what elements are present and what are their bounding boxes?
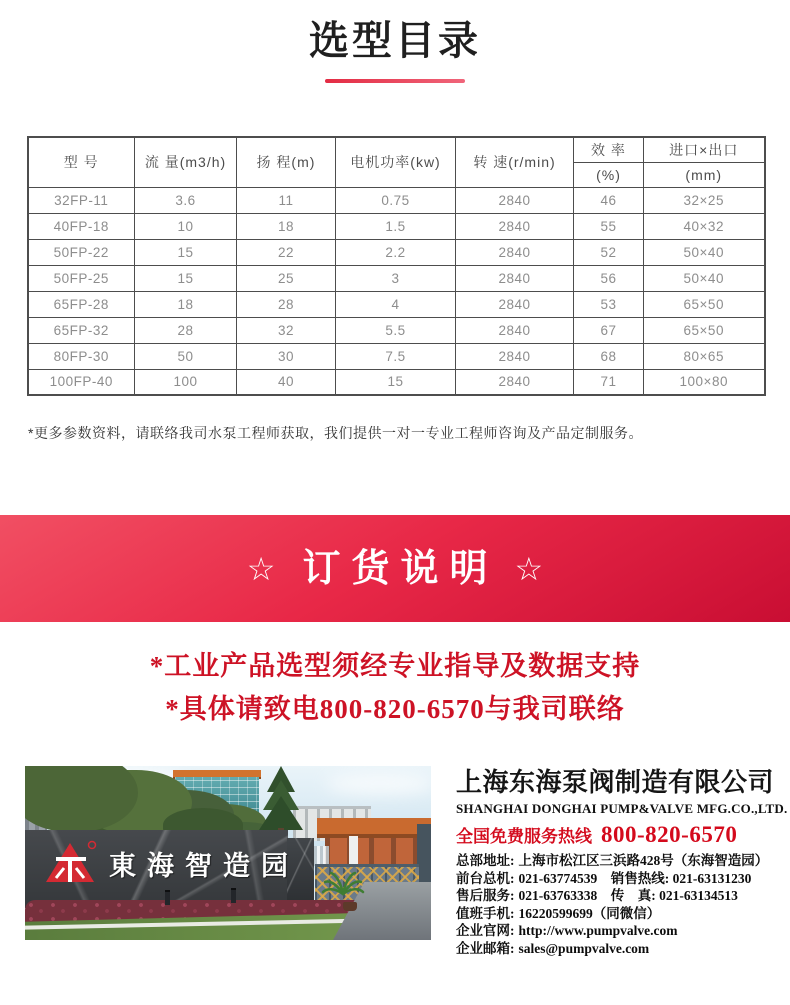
footer-info-line: 总部地址: 上海市松江区三浜路428号（东海智造园） — [456, 853, 769, 868]
table-cell: 2.2 — [336, 239, 456, 265]
table-cell: 2840 — [456, 213, 574, 239]
footer-info-lines — [456, 852, 768, 957]
table-cell: 100 — [135, 369, 237, 395]
table-cell: 3.6 — [135, 187, 237, 213]
col-header-ports-unit: (mm) — [644, 162, 765, 187]
footer — [0, 766, 790, 957]
table-cell: 4 — [336, 291, 456, 317]
company-name-en: SHANGHAI DONGHAI PUMP&VALVE MFG.CO.,LTD. — [456, 801, 788, 816]
table-cell: 100×80 — [644, 369, 765, 395]
table-cell: 0.75 — [336, 187, 456, 213]
garden-lamp — [231, 888, 236, 903]
company-name-cn: 上海东海泵阀制造有限公司 — [456, 767, 775, 797]
company-info — [456, 766, 788, 957]
table-row — [28, 187, 765, 213]
garden-lamp — [165, 890, 170, 905]
table-cell: 32FP-11 — [28, 187, 135, 213]
sign-text: 東海智造园 — [109, 851, 299, 881]
table-cell: 50×40 — [644, 239, 765, 265]
order-banner-title: 订货说明 — [302, 547, 499, 590]
table-cell: 28 — [237, 291, 336, 317]
table-cell: 2840 — [456, 239, 574, 265]
table-row — [28, 213, 765, 239]
table-cell: 22 — [237, 239, 336, 265]
table-cell: 52 — [574, 239, 644, 265]
page-title: 选型目录 — [309, 19, 481, 63]
col-header-head: 扬 程(m) — [237, 137, 336, 187]
orange-roof-building — [317, 818, 431, 838]
table-cell: 53 — [574, 291, 644, 317]
footer-info-line: 售后服务: 021-63763338 传 真: 021-63134513 — [456, 888, 738, 903]
table-cell: 2840 — [456, 317, 574, 343]
footer-info-line: 值班手机: 16220599699（同微信） — [456, 905, 661, 921]
factory-photo — [25, 766, 431, 940]
table-cell: 32×25 — [644, 187, 765, 213]
service-hotline — [456, 822, 768, 848]
notice-line-guidance: *工业产品选型须经专业指导及数据支持 — [149, 651, 641, 681]
table-row — [28, 239, 765, 265]
col-header-speed: 转 速(r/min) — [456, 137, 574, 187]
col-header-flow: 流 量(m3/h) — [135, 137, 237, 187]
plant-pot — [343, 902, 357, 911]
table-cell: 10 — [135, 213, 237, 239]
col-header-model: 型 号 — [28, 137, 135, 187]
footer-info-line: 企业官网: http://www.pumpvalve.com — [456, 923, 678, 938]
table-cell: 15 — [135, 239, 237, 265]
white-column — [349, 836, 358, 866]
table-cell: 40×32 — [644, 213, 765, 239]
title-underline — [325, 79, 465, 83]
table-cell: 25 — [237, 265, 336, 291]
hotline-label: 全国免费服务热线 — [456, 827, 592, 846]
table-cell: 5.5 — [336, 317, 456, 343]
col-header-ports: 进口×出口 — [644, 137, 765, 162]
table-cell: 65FP-28 — [28, 291, 135, 317]
spec-table-body — [28, 187, 765, 395]
table-cell: 67 — [574, 317, 644, 343]
table-cell: 50FP-25 — [28, 265, 135, 291]
table-cell: 65×50 — [644, 317, 765, 343]
cloud — [325, 774, 431, 794]
spec-table — [27, 136, 766, 396]
table-note: *更多参数资料，请联络我司水泵工程师获取，我们提供一对一专业工程师咨询及产品定制服务。 — [28, 425, 643, 441]
notice-line-phone: *具体请致电800-820-6570与我司联络 — [165, 694, 625, 724]
table-cell: 28 — [135, 317, 237, 343]
table-cell: 50×40 — [644, 265, 765, 291]
table-cell: 18 — [135, 291, 237, 317]
trees — [25, 766, 138, 832]
table-cell: 50 — [135, 343, 237, 369]
order-banner — [0, 515, 790, 622]
table-cell: 7.5 — [336, 343, 456, 369]
spec-table-section — [27, 136, 764, 396]
table-cell: 80×65 — [644, 343, 765, 369]
table-cell: 32 — [237, 317, 336, 343]
table-cell: 71 — [574, 369, 644, 395]
table-row — [28, 265, 765, 291]
col-header-efficiency-unit: (%) — [574, 162, 644, 187]
table-cell: 3 — [336, 265, 456, 291]
table-cell: 2840 — [456, 265, 574, 291]
table-cell: 2840 — [456, 187, 574, 213]
table-cell: 30 — [237, 343, 336, 369]
footer-info-line: 前台总机: 021-63774539 销售热线: 021-63131230 — [456, 870, 752, 886]
table-cell: 80FP-30 — [28, 343, 135, 369]
col-header-power: 电机功率(kw) — [336, 137, 456, 187]
table-cell: 56 — [574, 265, 644, 291]
table-cell: 11 — [237, 187, 336, 213]
table-cell: 15 — [336, 369, 456, 395]
table-row — [28, 369, 765, 395]
table-cell: 40FP-18 — [28, 213, 135, 239]
table-row — [28, 291, 765, 317]
table-cell: 68 — [574, 343, 644, 369]
star-icon: ☆ — [246, 550, 276, 587]
table-cell: 2840 — [456, 343, 574, 369]
table-cell: 55 — [574, 213, 644, 239]
table-cell: 2840 — [456, 291, 574, 317]
table-cell: 50FP-22 — [28, 239, 135, 265]
spec-table-header — [28, 137, 765, 187]
hotline-number: 800-820-6570 — [601, 822, 738, 847]
table-cell: 46 — [574, 187, 644, 213]
table-row — [28, 343, 765, 369]
table-cell: 2840 — [456, 369, 574, 395]
table-cell: 1.5 — [336, 213, 456, 239]
table-row — [28, 317, 765, 343]
table-cell: 100FP-40 — [28, 369, 135, 395]
company-logo — [43, 840, 97, 884]
notice-section — [0, 651, 790, 724]
orange-wall — [325, 838, 431, 866]
table-cell: 15 — [135, 265, 237, 291]
footer-info-line: 企业邮箱: sales@pumpvalve.com — [456, 940, 650, 956]
table-cell: 65×50 — [644, 291, 765, 317]
table-cell: 40 — [237, 369, 336, 395]
col-header-efficiency: 效 率 — [574, 137, 644, 162]
star-icon: ☆ — [514, 550, 544, 587]
table-cell: 18 — [237, 213, 336, 239]
table-cell: 65FP-32 — [28, 317, 135, 343]
